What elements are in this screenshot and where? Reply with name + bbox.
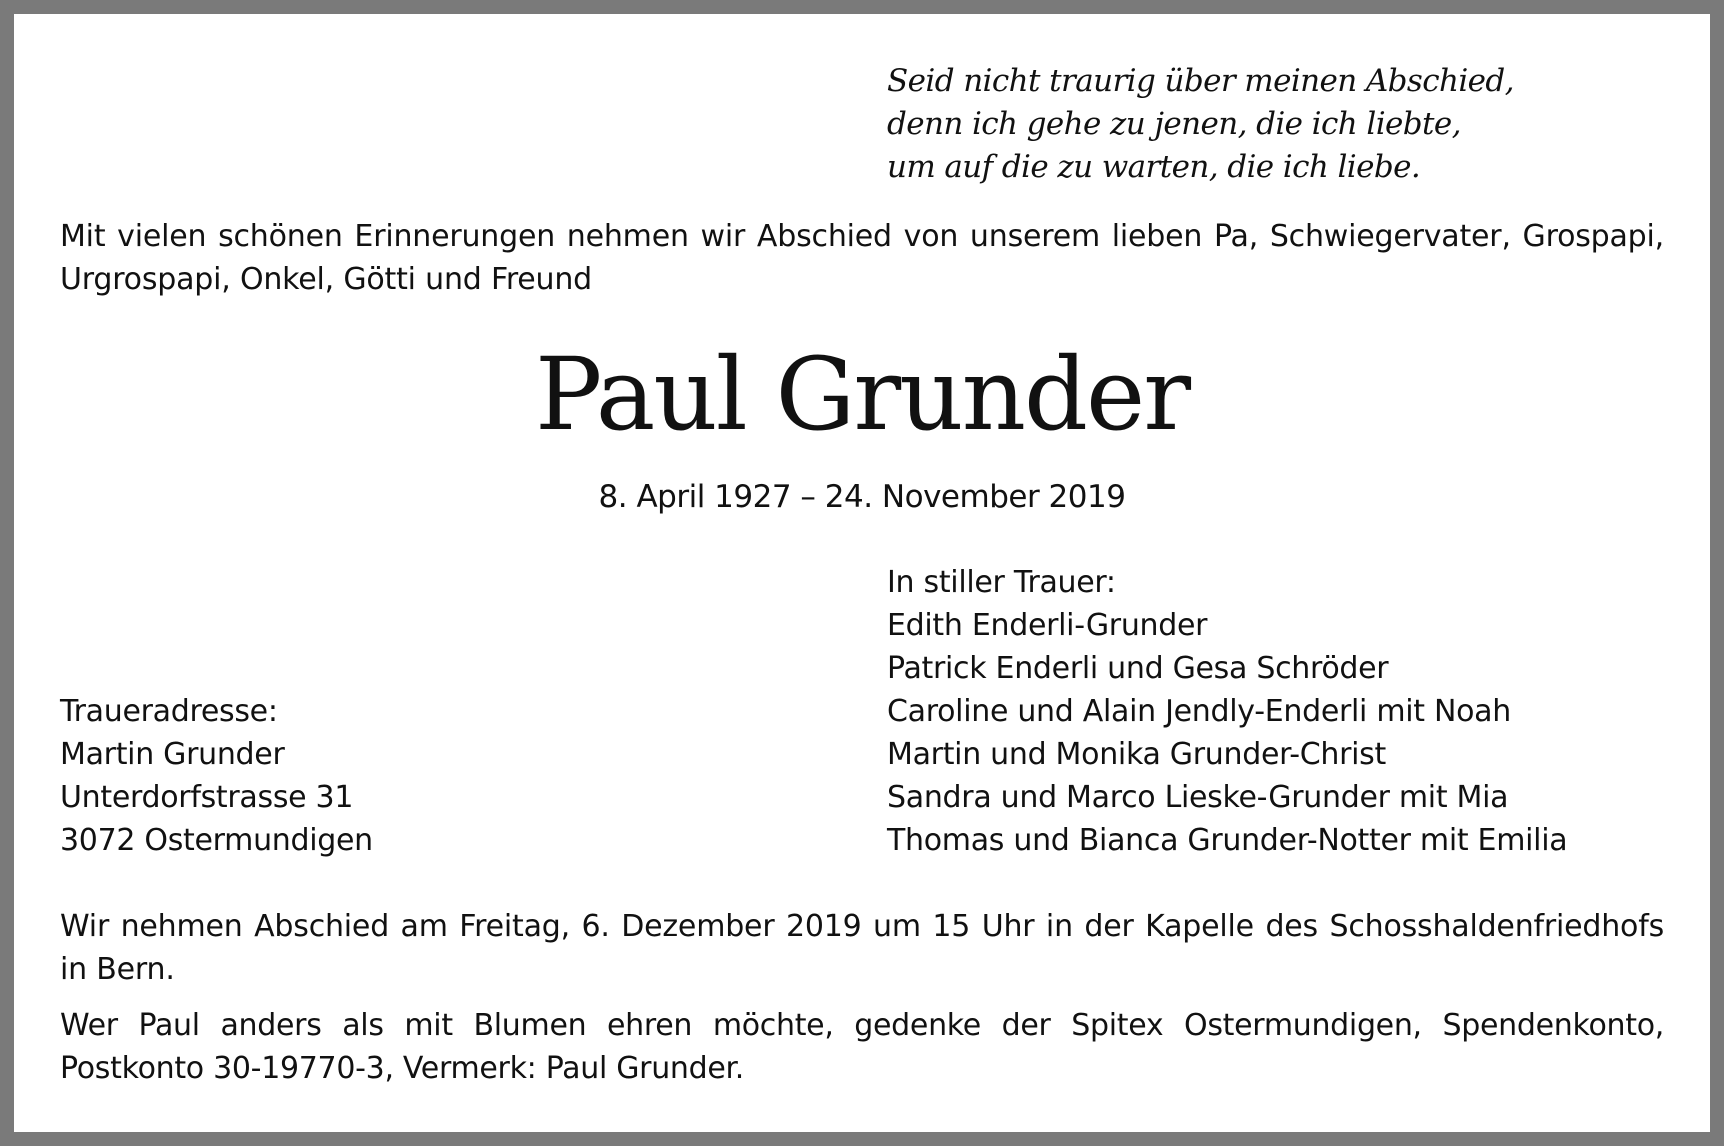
address-line: Unterdorfstrasse 31 [60, 780, 354, 815]
obituary-notice [14, 14, 1710, 1132]
memorial-quote [887, 60, 1514, 189]
mourners-heading: In stiller Trauer: [887, 565, 1116, 600]
donation-text: Wer Paul anders als mit Blumen ehren möchte, gedenke der Spitex Ostermundigen, Spendenkonto, Postkonto 30-19770-3, Vermerk: Paul Grunder. [60, 1008, 1664, 1086]
mourning-address [60, 690, 373, 862]
life-dates: 8. April 1927 – 24. November 2019 [598, 479, 1126, 515]
deceased-name: Paul Grunder [534, 336, 1190, 453]
address-heading: Traueradresse: [60, 694, 278, 729]
mourner-name: Sandra und Marco Lieske-Grunder mit Mia [887, 780, 1509, 815]
mourner-name: Martin und Monika Grunder-Christ [887, 737, 1386, 772]
ceremony-text: Wir nehmen Abschied am Freitag, 6. Dezember 2019 um 15 Uhr in der Kapelle des Schosshaldenfriedhofs in Bern. [60, 909, 1664, 987]
mourner-name: Patrick Enderli und Gesa Schröder [887, 651, 1389, 686]
mourner-name: Edith Enderli-Grunder [887, 608, 1208, 643]
quote-line: um auf die zu warten, die ich liebe. [887, 149, 1421, 185]
quote-line: denn ich gehe zu jenen, die ich liebte, [887, 106, 1461, 142]
mourner-name: Caroline und Alain Jendly-Enderli mit Noah [887, 694, 1511, 729]
mourners-list [887, 561, 1567, 862]
address-line: 3072 Ostermundigen [60, 823, 373, 858]
mourner-name: Thomas und Bianca Grunder-Notter mit Emilia [887, 823, 1568, 858]
quote-line: Seid nicht traurig über meinen Abschied, [887, 63, 1514, 99]
intro-text: Mit vielen schönen Erinnerungen nehmen wir Abschied von unserem lieben Pa, Schwiegervater, Grospapi, Urgrospapi, Onkel, Götti und Freund [60, 219, 1664, 297]
address-line: Martin Grunder [60, 737, 285, 772]
